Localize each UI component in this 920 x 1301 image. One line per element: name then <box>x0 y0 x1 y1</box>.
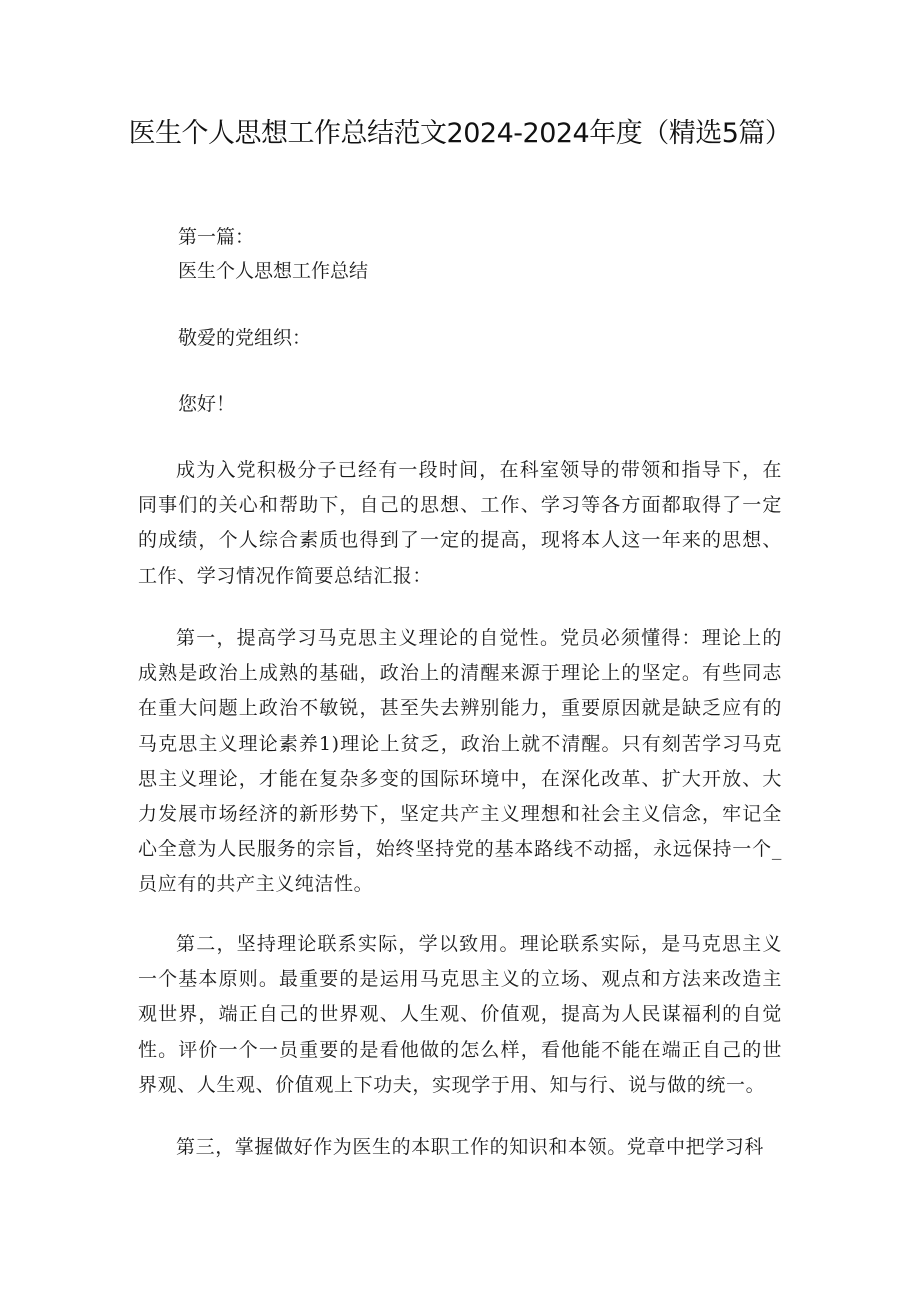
body-paragraph: 第二，坚持理论联系实际，学以致用。理论联系实际，是马克思主义一个基本原则。最重要的是运用马克思主义的立场、观点和方法来改造主观世界，端正自己的世界观、人生观、价值观，提高为人民谋福利的自觉性。评价一个一员重要的是看他做的怎么样，看他能不能在端正自己的世界观、人生观、价值观上下功夫，实现学于用、知与行、说与做的统一。 <box>138 933 782 1096</box>
salutation: 敬爱的党组织： <box>178 327 312 349</box>
body-paragraph: 成为入党积极分子已经有一段时间，在科室领导的带领和指导下，在同事们的关心和帮助下，自己的思想、工作、学习等各方面都取得了一定的成绩，个人综合素质也得到了一定的提高，现将本人这一年来的思想、工作、学习情况作简要总结汇报： <box>138 459 782 587</box>
section-heading: 第一篇： <box>178 226 255 248</box>
greeting: 您好！ <box>178 393 236 415</box>
document-title: 医生个人思想工作总结范文2024-2024年度（精选5篇） <box>128 118 792 149</box>
section-subtitle: 医生个人思想工作总结 <box>178 260 369 282</box>
body-paragraph: 第一，提高学习马克思主义理论的自觉性。党员必须懂得：理论上的成熟是政治上成熟的基础，政治上的清醒来源于理论上的坚定。有些同志在重大问题上政治不敏锐，甚至失去辨别能力，重要原因就是缺乏应有的马克思主义理论素养1)理论上贫乏，政治上就不清醒。只有刻苦学习马克思主义理论，才能在复杂多变的国际环境中，在深化改革、扩大开放、大力发展市场经济的新形势下，坚定共产主义理想和社会主义信念，牢记全心全意为人民服务的宗旨，始终坚持党的基本路线不动摇，永远保持一个_员应有的共产主义纯洁性。 <box>138 627 782 896</box>
body-paragraph: 第三，掌握做好作为医生的本职工作的知识和本领。党章中把学习科 <box>176 1136 765 1158</box>
